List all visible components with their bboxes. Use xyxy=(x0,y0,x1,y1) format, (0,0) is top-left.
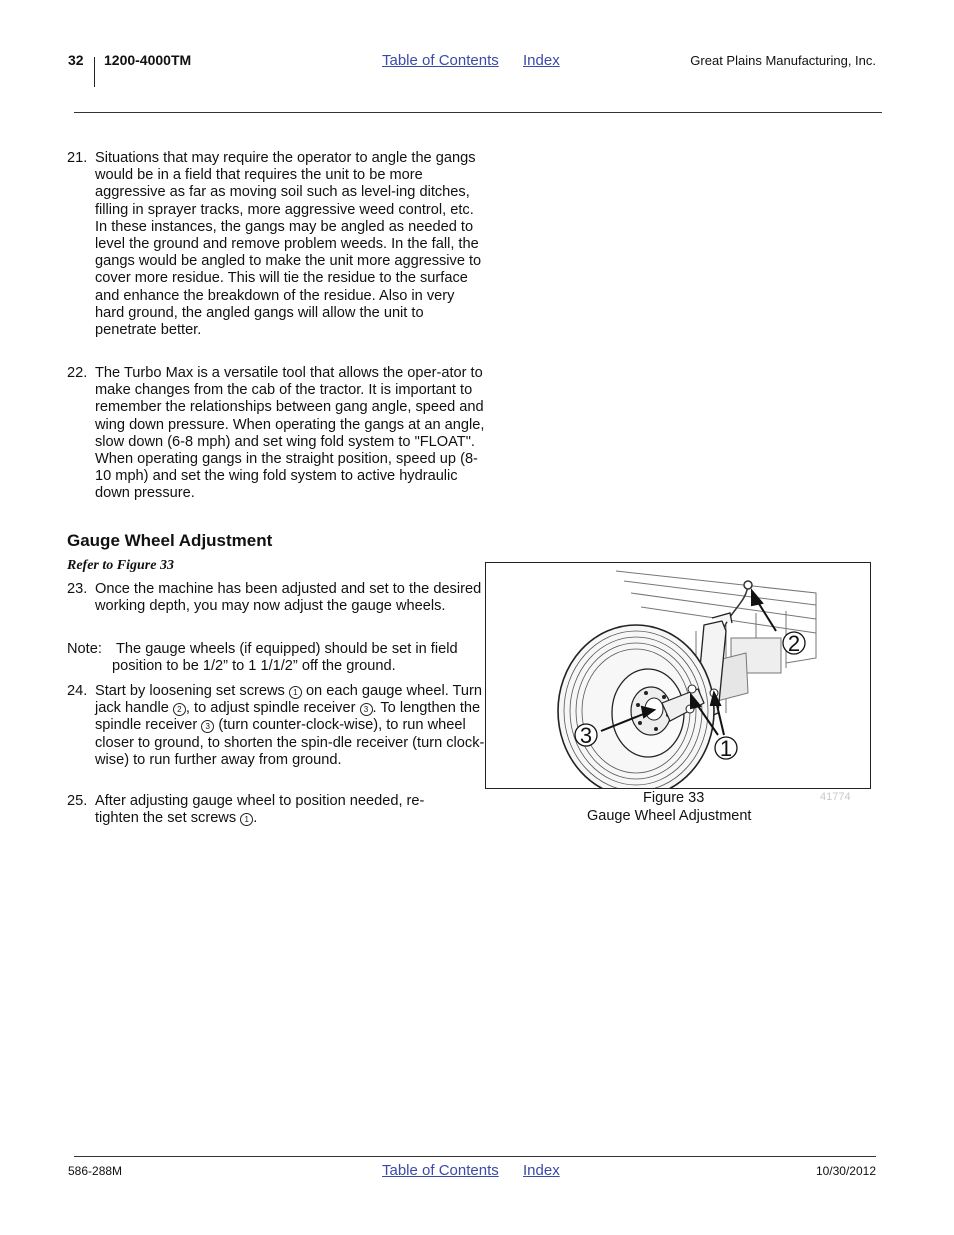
item-text: Once the machine has been adjusted and set to the desired working depth, you may now adjust the gauge wheels. xyxy=(95,581,482,615)
item-number: 24. xyxy=(67,683,88,699)
figure-image-id: 41774 xyxy=(820,791,851,803)
item-text: Situations that may require the operator to angle the gangs would be in a field that requires the unit to be more aggressive as far as moving soil such as level-ing ditches, filling in sprayer tracks, more aggressive weed control, etc. In these instances, the gangs may be angled as needed to level the ground and remove problem weeds. In the fall, the gangs would be angled to make the unit more aggressive to cover more residue. This will tie the residue to the surface and enhance the breakdown of the residue. Also in very hard ground, the angled gangs will allow the unit to penetrate better. xyxy=(95,150,482,339)
header-index-link[interactable]: Index xyxy=(523,52,560,69)
callout-2-label: 2 xyxy=(787,631,801,656)
header-toc-link[interactable]: Table of Contents xyxy=(382,52,499,69)
gauge-wheel-illustration xyxy=(486,563,871,789)
footer-doc-number: 586-288M xyxy=(68,1164,123,1178)
callout-3-icon: 3 xyxy=(360,703,373,716)
item-number: 21. xyxy=(67,150,88,166)
callout-2-icon: 2 xyxy=(173,703,186,716)
header-rule xyxy=(74,112,882,113)
figure-33 xyxy=(485,562,871,789)
footer-rule xyxy=(74,1156,876,1157)
header-divider xyxy=(94,57,95,87)
callout-1-icon: 1 xyxy=(240,813,253,826)
item-number: 23. xyxy=(67,581,88,597)
item-text: Start by loosening set screws 1 on each gauge wheel. Turn jack handle 2 , to adjust spindle receiver 3 . To lengthen the spindle receiver 3 (turn counter-clock-wise), to run wheel closer to ground, to shorten the spin-dle receiver (turn clock-wise) to run further away from ground. xyxy=(95,683,485,768)
item-number: 22. xyxy=(67,365,88,381)
footer-toc-link[interactable]: Table of Contents xyxy=(382,1162,499,1179)
callout-1-icon: 1 xyxy=(289,686,302,699)
item-text: After adjusting gauge wheel to position needed, re-tighten the set screws 1 . xyxy=(95,793,425,827)
footer-index-link[interactable]: Index xyxy=(523,1162,560,1179)
callout-3-icon: 3 xyxy=(201,720,214,733)
item-text: The Turbo Max is a versatile tool that allows the oper-ator to make changes from the cab of the tractor. It is important to remember the relationships between gang angle, speed and wing down pressure. When operating the gangs at an angle, slow down (6-8 mph) and set wing fold system to "FLOAT". When operating gangs in the straight position, speed up (8-10 mph) and set the wing fold system to active hydraulic down pressure. xyxy=(95,365,485,502)
figure-title: Gauge Wheel Adjustment xyxy=(587,808,752,824)
callout-1-label: 1 xyxy=(719,736,733,761)
section-heading: Gauge Wheel Adjustment xyxy=(67,531,273,550)
footer-date: 10/30/2012 xyxy=(815,1164,876,1178)
refer-to-figure: Refer to Figure 33 xyxy=(67,558,174,573)
note-text: The gauge wheels (if equipped) should be set in field position to be 1/2” to 1 1/1/2” off the ground. xyxy=(112,641,458,675)
page-number: 32 xyxy=(68,52,84,68)
figure-number: Figure 33 xyxy=(643,790,705,806)
company-name: Great Plains Manufacturing, Inc. xyxy=(690,53,876,68)
callout-3-label: 3 xyxy=(579,723,593,748)
item-number: 25. xyxy=(67,793,88,809)
document-code: 1200-4000TM xyxy=(104,52,192,68)
note-label: Note: xyxy=(67,641,102,657)
